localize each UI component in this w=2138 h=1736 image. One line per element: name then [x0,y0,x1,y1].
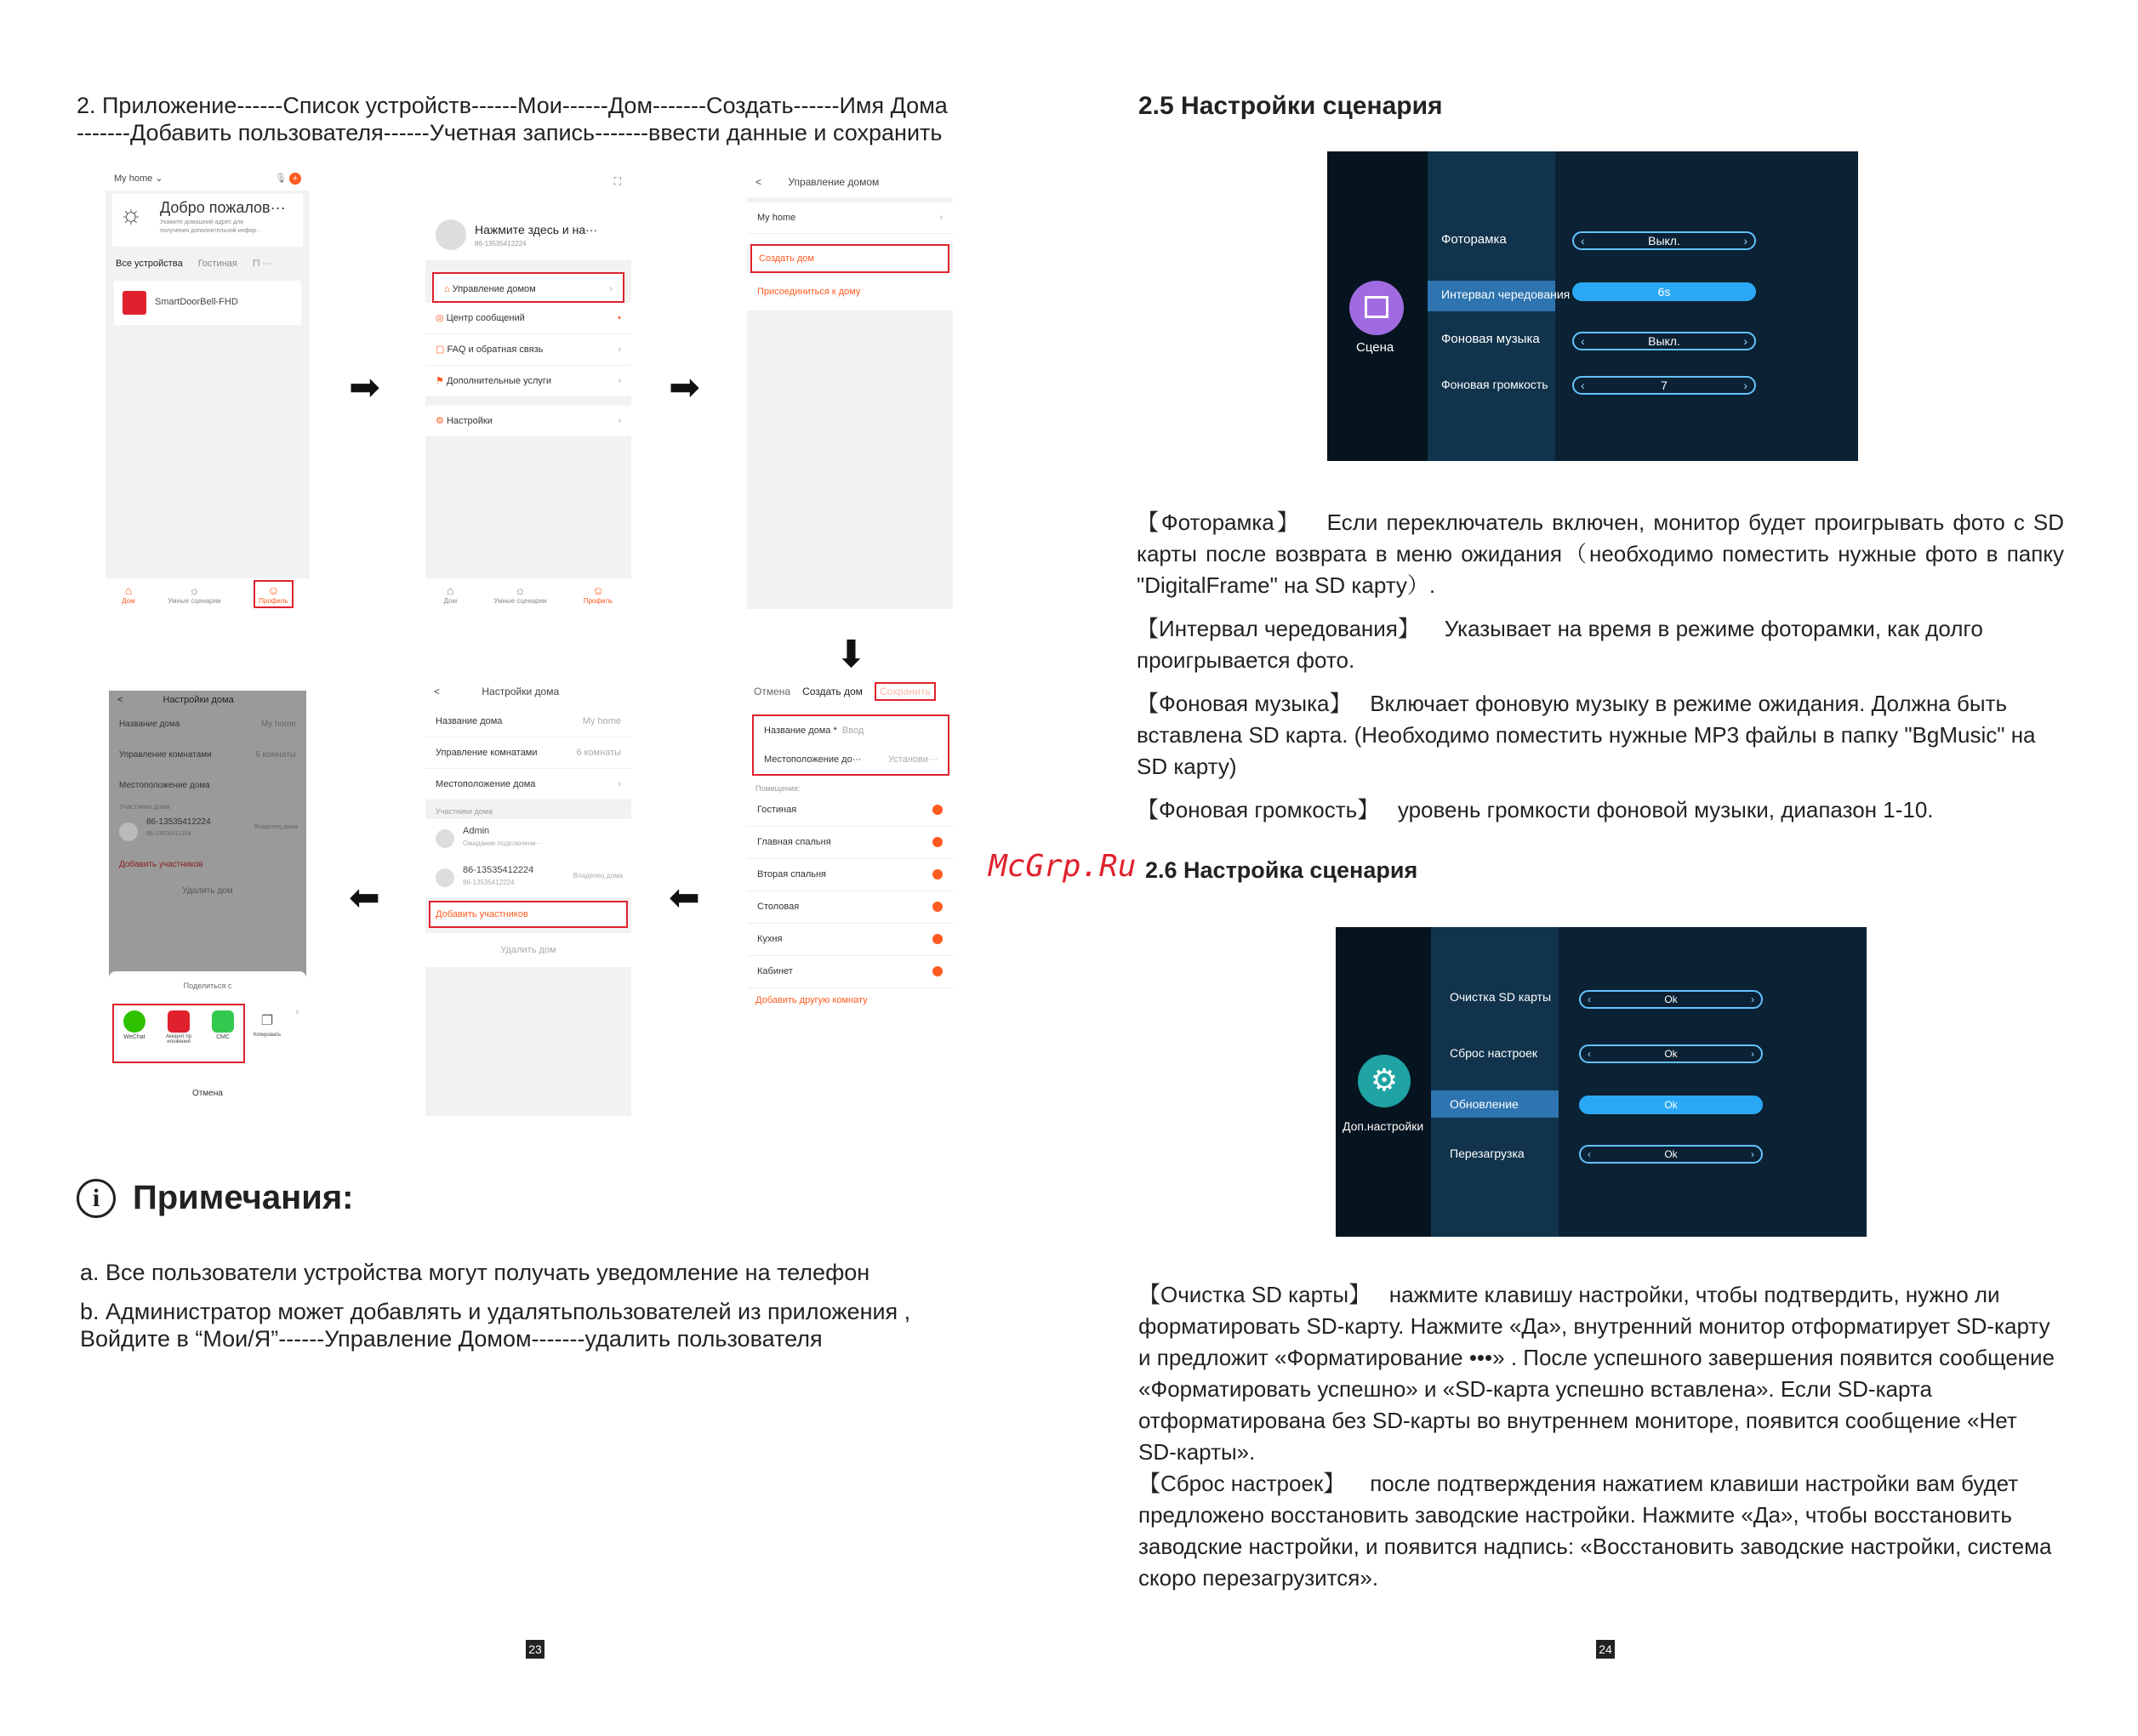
screen-home-settings [425,677,631,1116]
check-icon[interactable] [932,837,943,847]
description-block-2: 【Очистка SD карты】 нажмите клавишу настройки, чтобы подтвердить, нужно ли форматировать SD-карту. Нажмите «Да», внутренний монитор отформатирует SD-карту и предложит «Форматирование •••» . После успешного завершения появится сообщение «Форматировать успешно» и «SD-карта успешно вставлена». Если SD-карта отформатирована без SD-карты во внутреннем мониторе, появится сообщение «Нет SD-карты». 【Сброс настроек】 после подтверждения нажатием клавиши настройки вам будет предложено восстановить заводские настройки. Нажмите «Да», чтобы восстановить заводские настройки, и появится надпись: «Восстановить заводские настройки, система скоро перезагрузится». [1138,1282,2055,1591]
share-app-account[interactable]: Аккаунт пр иложения [158,1010,199,1044]
mic-icon[interactable]: 🎙 [274,174,287,184]
share-copy[interactable]: ❐ Копировать [248,1010,286,1038]
wechat-icon [123,1010,145,1033]
expand-icon[interactable]: ⛶ [613,175,621,187]
screen-create-home [747,677,953,1116]
member-row[interactable]: 86-13535412224 86-13535412224 Владелец дома [425,858,631,897]
menu-faq[interactable]: ▢ FAQ и обратная связь › [425,334,631,366]
share-more[interactable]: E [295,1010,299,1016]
menu-item-label[interactable]: Обновление [1450,1097,1519,1111]
home-icon: ⌂ [444,284,450,294]
menu-settings[interactable]: ⚙ Настройки › [425,406,631,437]
delete-home-button[interactable]: Удалить дом [182,886,233,896]
extra-settings-menu [1336,927,1867,1237]
arrow-down-icon: ⬇ [835,634,867,675]
sun-icon: ☼ [119,201,143,229]
check-icon[interactable] [932,805,943,815]
check-icon[interactable] [932,934,943,944]
members-header: Участники дома [436,807,493,816]
home-icon: ⌂ [124,583,133,597]
cancel-button[interactable]: Отмена [754,686,791,697]
scenes-icon: ☼ [189,583,200,597]
room-item[interactable]: Столовая [747,891,953,924]
screen-device-list: My home ⌄ 🎙 + ☼ Добро пожалов··· Укажите домашний адрес для получения дополнительной инфор··· Все устройства Гостиная Гl ··· SmartDoorBell-FHD ⌂ Дом ☼ Умные сценарии ☺ Профиль [105,167,310,609]
check-icon[interactable] [932,902,943,912]
screen-title: Настройки дома [482,686,560,697]
share-cancel-button[interactable]: Отмена [192,1089,223,1098]
rooms-row[interactable]: Управление комнатами 6 комнаты [425,737,631,769]
welcome-title: Добро пожалов··· [160,199,286,216]
arrow-right-icon: ➡ [669,367,700,408]
profile-icon: ☺ [267,583,280,597]
nav-home[interactable]: ⌂ Дом [443,583,458,605]
menu-item-label[interactable]: Фоновая громкость [1441,378,1548,391]
menu-item-label[interactable]: Интервал чередования [1441,287,1571,301]
share-wechat[interactable]: WeChat [116,1010,153,1040]
ok-selector[interactable]: ‹ Ok › [1579,1145,1763,1164]
description-block-1: 【Фоторамка】 Если переключатель включен, монитор будет проигрывать фото с SD карты после возврата в меню ожидания（необходимо поместить нужные фото в папку "DigitalFrame" на SD карту）. 【Интервал чередования】 Указывает на время в режиме фоторамки, как долго проигрывается фото. 【Фоновая музыка】 Включает фоновую музыку в режиме ожидания. Должна быть вставлена SD карта. (Необходимо поместить нужные MP3 файлы в папку "BgMusic" на SD карту) 【Фоновая громкость】 уровень громкости фоновой музыки, диапазон 1-10. [1137,509,2065,822]
menu-item-label[interactable]: Фоновая музыка [1441,332,1540,346]
add-member-button[interactable]: Добавить участников [429,901,628,928]
info-icon: i [77,1179,116,1218]
left-header-line2: -------Добавить пользователя------Учетная запись-------ввести данные и сохранить [77,120,943,145]
home-icon: ⌂ [447,583,454,597]
copy-icon: ❐ [260,1014,274,1028]
ok-selector[interactable]: ‹ Ok › [1579,1044,1763,1063]
welcome-sub1: Укажите домашний адрес для [160,219,243,225]
nav-profile[interactable]: ☺ Профиль [583,583,613,605]
arrow-left-icon: ⬅ [669,877,700,919]
screen-title: Управление домом [788,176,880,188]
check-icon[interactable] [932,966,943,976]
tab-more[interactable]: Гl ··· [252,259,272,269]
settings-icon: ⚙ [436,416,444,426]
avatar [119,822,138,841]
tab-living-room[interactable]: Гостиная [197,259,237,269]
section-title: 2.6 Настройка сценария [1145,857,1418,883]
share-title: Поделиться с [183,982,232,990]
menu-item-label[interactable]: Перезагрузка [1450,1147,1525,1160]
device-name: SmartDoorBell-FHD [155,297,238,307]
screen-home-management [747,167,953,609]
arrow-right-icon: ➡ [349,367,380,408]
device-card[interactable] [114,281,301,325]
join-home-button[interactable]: Присоединиться к дому [747,273,953,310]
avatar [436,868,454,887]
value-selector[interactable]: 6s [1572,282,1756,301]
message-icon: ◎ [436,313,444,323]
login-sub: 86-13535412224 [475,240,527,248]
nav-profile[interactable]: ☺ Профиль [254,580,294,608]
gear-icon: ⚙ [1358,1055,1411,1107]
room-item[interactable]: Вторая спальня [747,859,953,891]
scene-settings-menu [1327,151,1858,461]
nav-home[interactable]: ⌂ Дом [122,583,135,605]
app-icon [168,1010,190,1033]
value-selector[interactable]: ‹ Выкл. › [1572,231,1756,250]
services-icon: ⚑ [436,376,444,386]
menu-message-center[interactable]: ◎ Центр сообщений • [425,303,631,334]
avatar [436,829,454,848]
delete-home-button[interactable]: Удалить дом [425,933,631,967]
category-label: Сцена [1356,340,1394,355]
room-item[interactable]: Гостиная [747,794,953,827]
nav-scenes[interactable]: ☼ Умные сценарии [493,583,547,605]
home-selector[interactable]: My home [114,174,153,184]
section-title: 2.5 Настройки сценария [1138,92,1443,120]
value-selector[interactable]: ‹ 7 › [1572,376,1756,395]
tab-all-devices[interactable]: Все устройства [116,259,183,269]
home-form [752,714,949,776]
category-label: Доп.настройки [1343,1119,1424,1133]
menu-extra-services[interactable]: ⚑ Дополнительные услуги › [425,366,631,397]
room-item[interactable]: Кухня [747,924,953,956]
share-sheet [109,971,306,1116]
home-name-field[interactable]: Название дома * Ввод [754,716,948,745]
arrow-left-icon: ⬅ [349,877,380,919]
screen-profile [425,167,631,609]
back-button[interactable]: < [117,695,123,705]
nav-scenes[interactable]: ☼ Умные сценарии [168,583,221,605]
profile-icon: ☺ [591,583,605,597]
page-number: 23 [526,1640,544,1659]
faq-icon: ▢ [436,344,445,355]
menu-item-label[interactable]: Сброс настроек [1450,1046,1538,1060]
back-button[interactable]: < [755,176,762,188]
ok-selector[interactable]: Ok [1579,1096,1763,1114]
rooms-header: Помещения: [755,784,801,793]
screen-title: Настройки дома [162,695,234,705]
picture-icon [1349,281,1404,335]
home-name-row[interactable]: Название дома My home [425,706,631,737]
note-a: a. Все пользователи устройства могут получать уведомление на телефон [80,1260,870,1285]
member-row[interactable]: Admin Ожидание подключени··· [425,819,631,858]
room-item[interactable]: Кабинет [747,956,953,988]
note-b1: b. Администратор может добавлять и удалятьпользователей из приложения , [80,1299,911,1324]
save-button[interactable]: Сохранить [875,682,936,701]
scenes-icon: ☼ [515,583,526,597]
add-room-button[interactable]: Добавить другую комнату [755,995,868,1005]
page-number: 24 [1596,1640,1615,1659]
login-title[interactable]: Нажмите здесь и на··· [475,223,598,236]
menu-home-management[interactable]: ⌂ Управление домом › [432,272,624,303]
home-item[interactable]: My home › [747,202,953,234]
watermark: McGrp.Ru [989,849,1137,884]
note-b2: Войдите в “Мои/Я”------Управление Домом-------удалить пользователя [80,1326,823,1352]
screen-title: Создать дом [802,686,863,697]
create-home-button[interactable]: Создать дом [750,244,949,273]
menu-item-label[interactable]: Очистка SD карты [1450,990,1552,1004]
welcome-sub2: получения дополнительной инфор··· [160,228,262,234]
ok-selector[interactable]: ‹ Ok › [1579,990,1763,1009]
left-header-line1: 2. Приложение------Список устройств------Мои------Дом-------Создать------Имя Дома [77,93,948,118]
room-item[interactable]: Главная спальня [747,827,953,859]
avatar[interactable] [436,219,466,250]
add-icon[interactable]: + [289,173,301,185]
location-field[interactable]: Местоположение до··· Установи··· [754,745,948,774]
screen-share-invite: < Настройки дома Название дома My home Управление комнатами 6 комнаты Местоположение дома Участники дома 86-13535412224 86-13526412224 Владелец дома Добавить участников Удалить дом Поделиться с WeChat Аккаунт пр иложения СМС ❐ Копировать E Отмена [109,691,306,1116]
doorbell-icon [123,291,146,315]
location-row[interactable]: Местоположение дома › [425,769,631,800]
add-member-button[interactable]: Добавить участников [119,860,203,869]
back-button[interactable]: < [434,686,441,697]
share-sms[interactable]: СМС [204,1010,242,1040]
notes-title: Примечания: [133,1179,354,1216]
value-selector[interactable]: ‹ Выкл. › [1572,332,1756,350]
check-icon[interactable] [932,869,943,879]
sms-icon [212,1010,234,1033]
menu-item-label[interactable]: Фоторамка [1441,232,1507,247]
